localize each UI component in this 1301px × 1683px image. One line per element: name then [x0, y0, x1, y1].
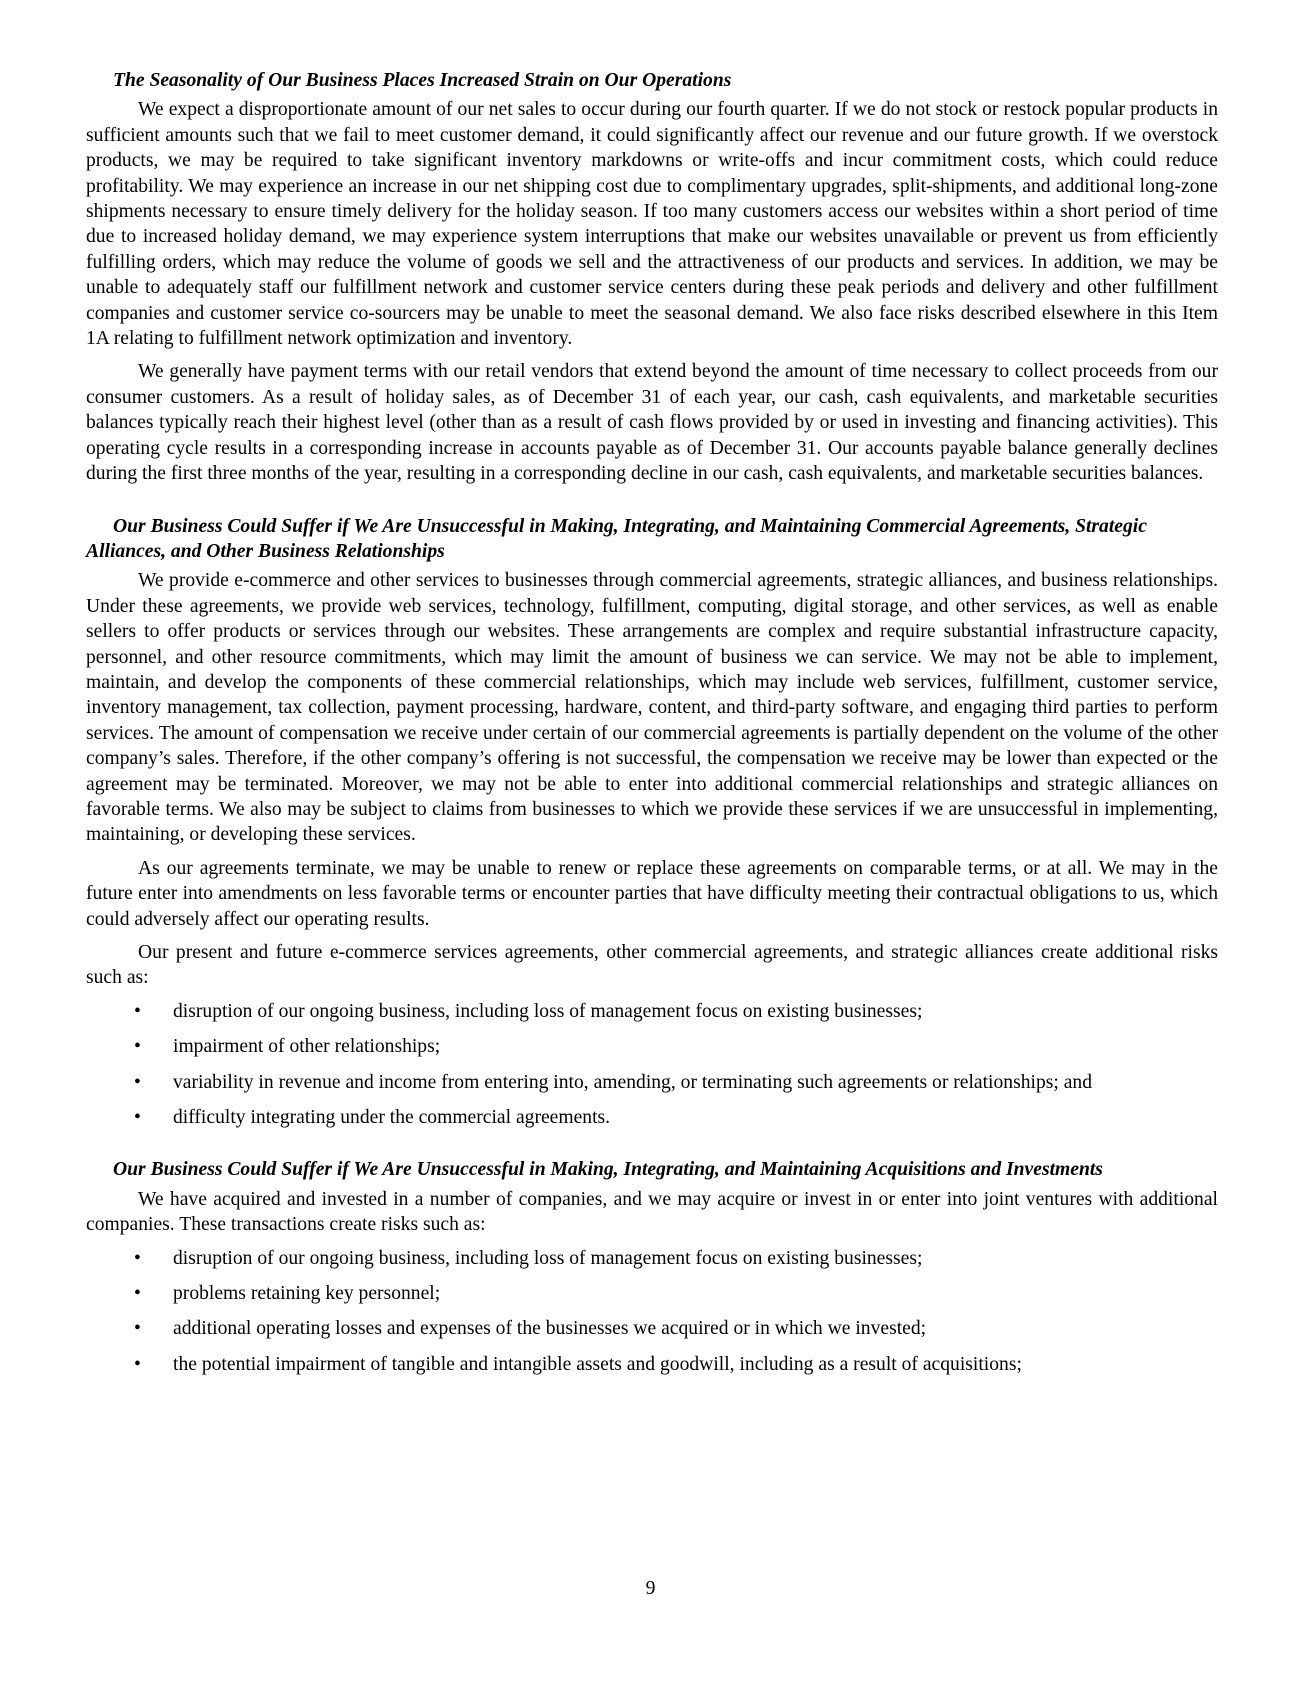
bullet-list-commercial-risks	[86, 999, 1218, 1131]
bullet-icon: •	[134, 1283, 141, 1305]
paragraph: We have acquired and invested in a number of companies, and we may acquire or invest in or enter into joint ventures with additional companies. These transactions create risks such as:	[86, 1188, 1218, 1236]
bullet-icon: •	[134, 1247, 141, 1269]
list-item	[86, 1105, 1218, 1130]
section-heading-commercial-agreements: Our Business Could Suffer if We Are Unsuccessful in Making, Integrating, and Maintaining Commercial Agreements, Strategic Alliances, and Other Business Relationships	[86, 515, 1147, 562]
bullet-icon: •	[134, 1318, 141, 1340]
list-item	[86, 1070, 1218, 1095]
paragraph: We generally have payment terms with our retail vendors that extend beyond the amount of time necessary to collect proceeds from our consumer customers. As a result of holiday sales, as of December 31 of each year, our cash, cash equivalents, and marketable securities balances typically reach their highest level (other than as a result of cash flows provided by or used in investing and financing activities). This operating cycle results in a corresponding increase in accounts payable as of December 31. Our accounts payable balance generally declines during the first three months of the year, resulting in a corresponding decline in our cash, cash equivalents, and marketable securities balances.	[86, 361, 1218, 485]
list-item-text: disruption of our ongoing business, including loss of management focus on existing businesses;	[173, 1247, 923, 1269]
list-item	[86, 999, 1218, 1024]
paragraph: Our present and future e-commerce services agreements, other commercial agreements, and strategic alliances create additional risks such as:	[86, 942, 1218, 989]
document-page	[86, 68, 1218, 1387]
bullet-icon: •	[134, 1353, 141, 1375]
paragraph: As our agreements terminate, we may be unable to renew or replace these agreements on comparable terms, or at all. We may in the future enter into amendments on less favorable terms or encounter parties that have difficulty meeting their contractual obligations to us, which could adversely affect our operating results.	[86, 857, 1218, 930]
bullet-icon: •	[134, 1036, 141, 1058]
list-item	[86, 1246, 1218, 1271]
list-item-text: problems retaining key personnel;	[173, 1283, 441, 1305]
list-item	[86, 1281, 1218, 1306]
list-item-text: the potential impairment of tangible and intangible assets and goodwill, including as a result of acquisitions;	[173, 1353, 1022, 1375]
page-number: 9	[645, 1578, 656, 1599]
list-item-text: disruption of our ongoing business, including loss of management focus on existing businesses;	[173, 1000, 923, 1022]
list-item-text: difficulty integrating under the commercial agreements.	[173, 1107, 611, 1129]
list-item-text: variability in revenue and income from entering into, amending, or terminating such agreements or relationships; and	[173, 1071, 1093, 1093]
bullet-list-acquisition-risks	[86, 1246, 1218, 1378]
list-item-text: additional operating losses and expenses of the businesses we acquired or in which we invested;	[173, 1318, 927, 1340]
paragraph: We expect a disproportionate amount of our net sales to occur during our fourth quarter. If we do not stock or restock popular products in sufficient amounts such that we fail to meet customer demand, it could significantly affect our revenue and our future growth. If we overstock products, we may be required to take significant inventory markdowns or write-offs and incur commitment costs, which could reduce profitability. We may experience an increase in our net shipping cost due to complimentary upgrades, split-shipments, and additional long-zone shipments necessary to ensure timely delivery for the holiday season. If too many customers access our websites within a short period of time due to increased holiday demand, we may experience system interruptions that make our websites unavailable or prevent us from efficiently fulfilling orders, which may reduce the volume of goods we sell and the attractiveness of our products and services. In addition, we may be unable to adequately staff our fulfillment network and customer service centers during these peak periods and delivery and other fulfillment companies and customer service co-sourcers may be unable to meet the seasonal demand. We also face risks described elsewhere in this Item 1A relating to fulfillment network optimization and inventory.	[86, 99, 1218, 350]
list-item	[86, 1316, 1218, 1341]
bullet-icon: •	[134, 1071, 141, 1093]
list-item	[86, 1034, 1218, 1059]
list-item-text: impairment of other relationships;	[173, 1036, 441, 1058]
section-heading-acquisitions: Our Business Could Suffer if We Are Unsuccessful in Making, Integrating, and Maintaining Acquisitions and Investments	[113, 1159, 1103, 1181]
list-item	[86, 1352, 1218, 1377]
paragraph: We provide e-commerce and other services to businesses through commercial agreements, strategic alliances, and business relationships. Under these agreements, we provide web services, technology, fulfillment, computing, digital storage, and other services, as well as enable sellers to offer products or services through our websites. These arrangements are complex and require substantial infrastructure capacity, personnel, and other resource commitments, which may limit the amount of business we can service. We may not be able to implement, maintain, and develop the components of these commercial relationships, which may include web services, fulfillment, customer service, inventory management, tax collection, payment processing, hardware, content, and third-party software, and engaging third parties to perform services. The amount of compensation we receive under certain of our commercial agreements is partially dependent on the volume of the other company’s sales. Therefore, if the other company’s offering is not successful, the compensation we receive may be lower than expected or the agreement may be terminated. Moreover, we may not be able to enter into additional commercial relationships and strategic alliances on favorable terms. We also may be subject to claims from businesses to which we provide these services if we are unsuccessful in implementing, maintaining, or developing these services.	[86, 570, 1218, 846]
section-heading-seasonality: The Seasonality of Our Business Places Increased Strain on Our Operations	[113, 70, 732, 91]
bullet-icon: •	[134, 1000, 141, 1022]
bullet-icon: •	[134, 1107, 141, 1129]
